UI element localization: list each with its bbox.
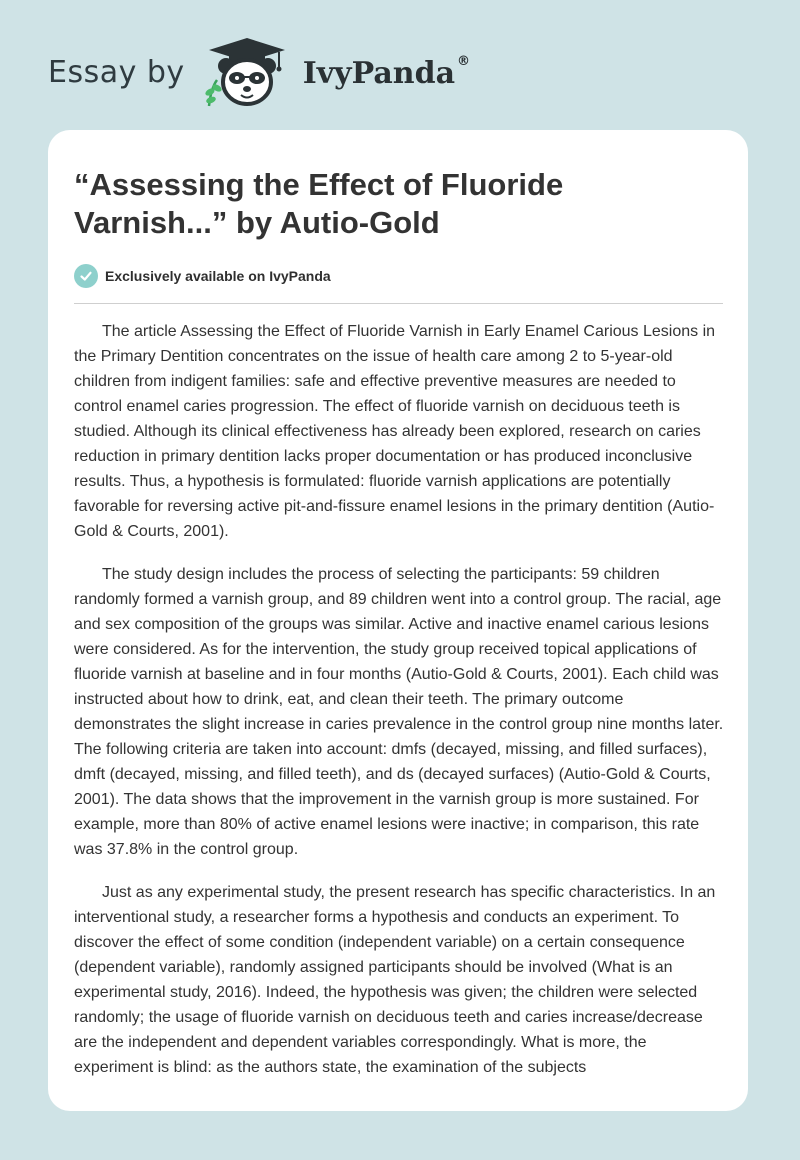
- paragraph: The study design includes the process of selecting the participants: 59 children randomly formed a varnish group, and 89 children went into a control group. The racial, age and sex composition of the groups was similar. Active and inactive enamel carious lesions were considered. As for the intervention, the study group received topical applications of fluoride varnish at baseline and in four months (Autio-Gold & Courts, 2001). Each child was instructed about how to drink, eat, and clean their teeth. The primary outcome demonstrates the slight increase in caries prevalence in the control group nine months later. The following criteria are taken into account: dmfs (decayed, missing, and filled surfaces), dmft (decayed, missing, and filled teeth), and ds (decayed surfaces) (Autio-Gold & Courts, 2001). The data shows that the improvement in the varnish group is more sustained. For example, more than 80% of active enamel lesions were inactive; in comparison, this rate was 37.8% in the control group.: [74, 566, 724, 858]
- brand-text: IvyPanda: [302, 55, 456, 91]
- brand-name[interactable]: [303, 54, 470, 91]
- exclusive-badge-label: Exclusively available on IvyPanda: [105, 268, 331, 284]
- essay-body: [74, 319, 724, 1098]
- essay-by-label: Essay by: [48, 54, 185, 90]
- page-title: “Assessing the Effect of Fluoride Varnish...” by Autio-Gold: [74, 167, 564, 240]
- registered-mark: ®: [457, 53, 471, 69]
- exclusive-badge: [74, 264, 331, 288]
- paragraph: The article Assessing the Effect of Fluoride Varnish in Early Enamel Carious Lesions in the Primary Dentition concentrates on the issue of health care among 2 to 5-year-old children from indigent families: safe and effective preventive measures are needed to control enamel caries progression. The effect of fluoride varnish on deciduous teeth is studied. Although its clinical effectiveness has already been explored, research on caries reduction in primary dentition lacks proper documentation or has produced inconclusive results. Thus, a hypothesis is formulated: fluoride varnish applications are potentially favorable for reversing active pit-and-fissure enamel lesions in the primary dentition (Autio-Gold & Courts, 2001).: [74, 323, 716, 540]
- site-header: [48, 36, 748, 108]
- panda-logo-icon[interactable]: [199, 36, 295, 108]
- divider: [74, 303, 723, 304]
- essay-card: [48, 130, 748, 1111]
- paragraph: Just as any experimental study, the present research has specific characteristics. In an interventional study, a researcher forms a hypothesis and conducts an experiment. To discover the effect of some condition (independent variable) on a certain consequence (dependent variable), randomly assigned participants should be involved (What is an experimental study, 2016). Indeed, the hypothesis was given; the children were selected randomly; the usage of fluoride varnish on deciduous teeth and caries increase/decrease are the independent and dependent variables correspondingly. What is more, the experiment is blind: as the authors state, the examination of the subjects: [74, 884, 716, 1076]
- check-circle-icon: [74, 264, 98, 288]
